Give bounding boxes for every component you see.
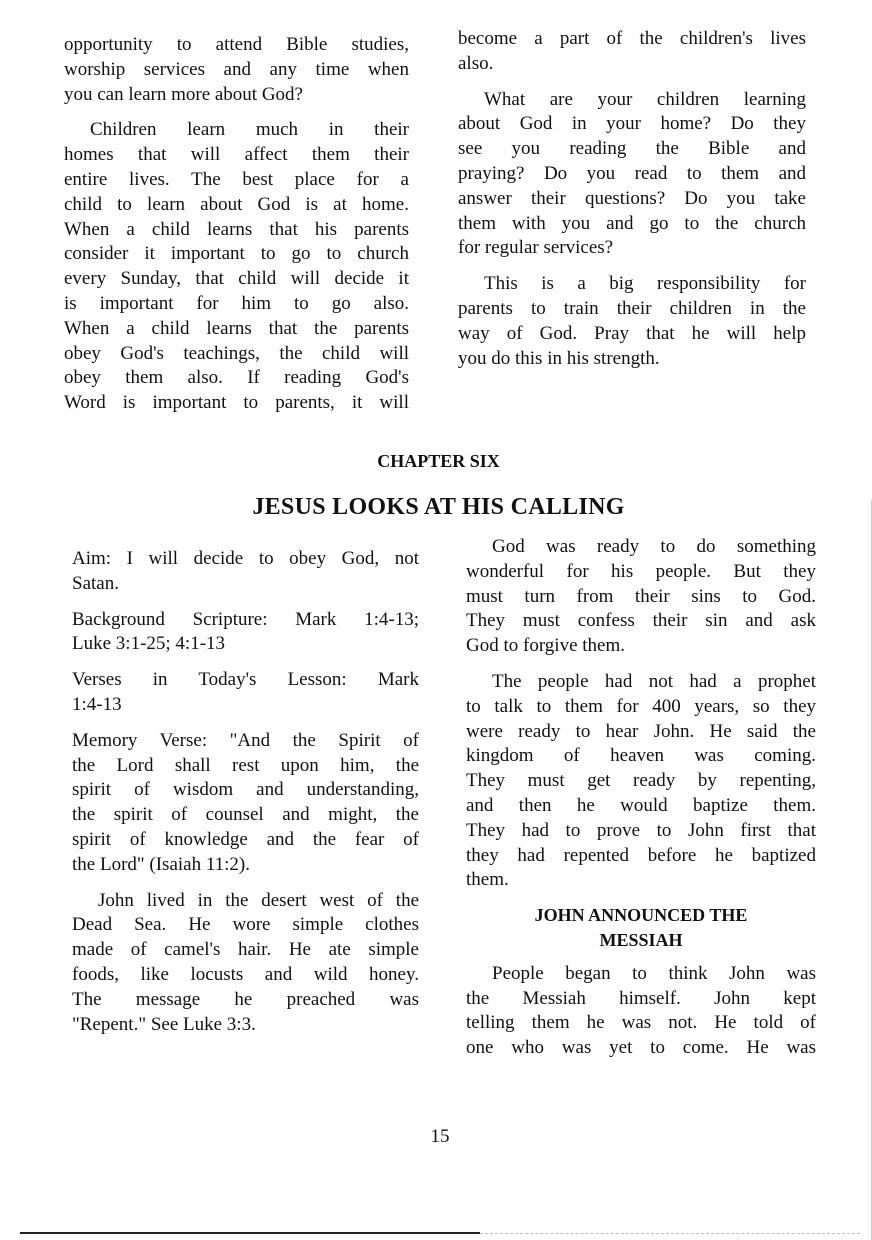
text-line: is important for him to go also. (64, 292, 409, 314)
text-line: to talk to them for 400 years, so they (466, 695, 816, 717)
text-line: JOHN ANNOUNCED THE (534, 905, 748, 926)
text-line: "Repent." See Luke 3:3. (72, 1013, 256, 1035)
paragraph (466, 670, 816, 893)
text-line: made of camel's hair. He ate simple (72, 939, 419, 961)
text-line: spirit of wisdom and understanding, (72, 779, 419, 801)
bottom-right-column (466, 535, 816, 1061)
text-line: God to forgive them. (466, 635, 626, 657)
text-line: Aim: I will decide to obey God, not (72, 548, 419, 569)
paragraph (72, 608, 419, 658)
paragraph (72, 668, 419, 718)
text-line: Verses in Today's Lesson: Mark (72, 669, 419, 691)
text-line: Dead Sea. He wore simple clothes (72, 914, 419, 936)
text-line: consider it important to go to church (64, 243, 409, 265)
text-line: Word is important to parents, it will (64, 392, 409, 414)
text-line: child to learn about God is at home. (64, 193, 409, 215)
section-heading (466, 903, 816, 953)
text-line: They must get ready by repenting, (466, 770, 816, 792)
text-line: The people had not had a prophet (492, 670, 816, 692)
text-line: the Messiah himself. John kept (466, 987, 816, 1009)
text-line: for regular services? (458, 237, 614, 259)
text-line: you can learn more about God? (64, 83, 303, 105)
bottom-rule-faint (480, 1233, 860, 1234)
paragraph (64, 118, 409, 416)
text-line: way of God. Pray that he will help (458, 322, 806, 344)
page-number: 15 (430, 1126, 450, 1147)
text-line: Memory Verse: "And the Spirit of (72, 729, 419, 751)
text-line: MESSIAH (599, 929, 683, 950)
text-line: This is a big responsibility for (484, 273, 806, 295)
bottom-left-column (72, 547, 419, 1037)
text-line: wonderful for his people. But they (466, 560, 816, 582)
text-line: the spirit of counsel and might, the (72, 804, 419, 826)
text-line: see you reading the Bible and (458, 138, 806, 160)
text-line: they had repented before he baptized (466, 844, 816, 866)
text-line: obey God's teachings, the child will (64, 342, 409, 364)
paragraph (72, 729, 419, 878)
text-line: praying? Do you read to them and (458, 162, 806, 184)
text-line: about God in your home? Do they (458, 113, 806, 135)
text-line: God was ready to do something (492, 536, 816, 557)
text-line: Satan. (72, 572, 119, 594)
text-line: and then he would baptize them. (466, 794, 816, 816)
text-line: opportunity to attend Bible studies, (64, 34, 409, 55)
text-line: were ready to hear John. He said the (466, 720, 816, 742)
text-line: They must confess their sin and ask (466, 610, 816, 632)
text-line: What are your children learning (484, 88, 806, 110)
top-right-column (458, 27, 806, 371)
text-line: homes that will affect them their (64, 144, 409, 166)
text-line: John lived in the desert west of the (98, 889, 419, 911)
text-line: obey them also. If reading God's (64, 367, 409, 389)
paragraph (64, 33, 409, 107)
paragraph (458, 27, 806, 77)
text-line: them with you and go to the church (458, 212, 806, 234)
paragraph (466, 535, 816, 659)
text-line: kingdom of heaven was coming. (466, 745, 816, 767)
text-line: parents to train their children in the (458, 297, 806, 319)
text-line: telling them he was not. He told of (466, 1012, 816, 1034)
text-line: They had to prove to John first that (466, 819, 816, 841)
text-line: When a child learns that his parents (64, 218, 409, 240)
paragraph (72, 547, 419, 597)
text-line: one who was yet to come. He was (466, 1037, 816, 1059)
paragraph (72, 889, 419, 1038)
paragraph (458, 272, 806, 371)
bottom-rule (20, 1232, 480, 1234)
text-line: also. (458, 52, 494, 74)
chapter-label: CHAPTER SIX (377, 451, 500, 471)
text-line: When a child learns that the parents (64, 317, 409, 339)
text-line: foods, like locusts and wild honey. (72, 963, 419, 985)
text-line: 1:4-13 (72, 693, 122, 715)
text-line: the Lord" (Isaiah 11:2). (72, 853, 250, 875)
text-line: The message he preached was (72, 988, 419, 1010)
text-line: them. (466, 869, 509, 891)
text-line: People began to think John was (492, 962, 816, 984)
text-line: the Lord shall rest upon him, the (72, 754, 419, 776)
text-line: you do this in his strength. (458, 347, 660, 369)
paragraph (458, 88, 806, 262)
chapter-title: JESUS LOOKS AT HIS CALLING (252, 494, 625, 520)
top-left-column (64, 33, 409, 416)
text-line: Background Scripture: Mark 1:4-13; (72, 608, 419, 630)
text-line: must turn from their sins to God. (466, 585, 816, 607)
text-line: become a part of the children's lives (458, 28, 806, 49)
text-line: entire lives. The best place for a (64, 168, 409, 190)
text-line: Children learn much in their (90, 119, 409, 141)
text-line: spirit of knowledge and the fear of (72, 828, 419, 850)
text-line: answer their questions? Do you take (458, 187, 806, 209)
text-line: worship services and any time when (64, 58, 409, 80)
text-line: Luke 3:1-25; 4:1-13 (72, 633, 226, 655)
paragraph (466, 962, 816, 1061)
text-line: every Sunday, that child will decide it (64, 268, 409, 290)
